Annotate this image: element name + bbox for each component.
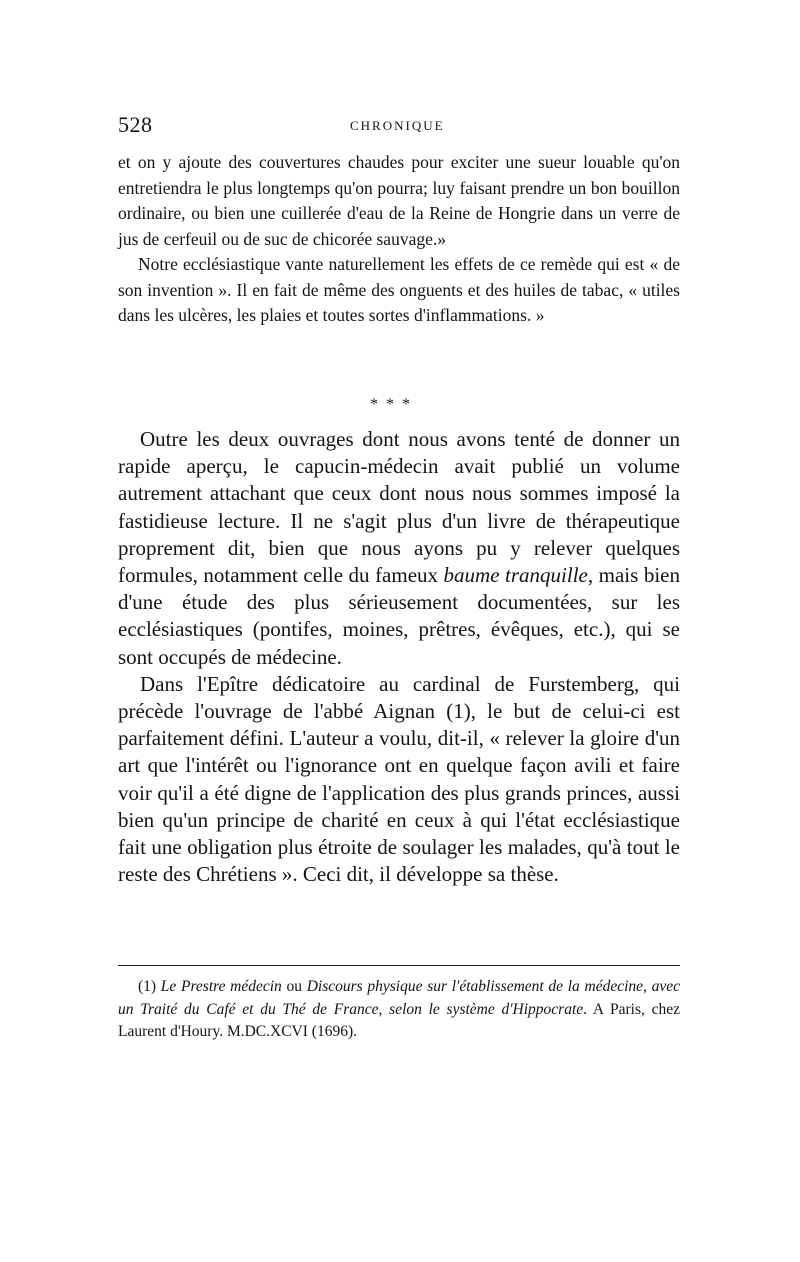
text-run: , mais bien d'une étude des plus sérieusement documentées, sur les ecclésiastiques (pontifes, moines, prêtres, évêques, etc.), qui se sont occupés de médecine. [118,563,680,669]
paragraph: Dans l'Epître dédicatoire au cardinal de Furstemberg, qui précède l'ouvrage de l'abbé Aignan (1), le but de celui-ci est parfaitement défini. L'auteur a voulu, dit-il, « relever la gloire d'un art que l'intérêt ou l'ignorance ont en quelque façon avili et faire voir qu'il a été digne de l'application des plus grands princes, aussi bien qu'un principe de charité en ceux à qui l'état ecclésiastique fait une obligation plus étroite de soulager les malades, qu'à tout le reste des Chrétiens ». Ceci dit, il développe sa thèse. [118,671,680,887]
running-head: CHRONIQUE [350,118,445,133]
footnote-title: Le Prestre médecin [160,978,282,995]
text-run: ou [281,978,307,995]
section-separator: * * * [370,396,412,413]
footnote [118,976,680,1044]
page-header [118,112,680,138]
text-run: Outre les deux ouvrages dont nous avons tenté de donner un rapide aperçu, le capucin-médecin avait publié un volume autrement attachant que ceux dont nous nous sommes imposé la fastidieuse lecture. Il ne s'agit plus d'un livre de thérapeutique proprement dit, bien que nous ayons pu y relever quelques formules, notamment celle du fameux [118,427,680,588]
paragraph [118,426,680,671]
paragraph: et on y ajoute des couvertures chaudes pour exciter une sueur louable qu'on entretiendra le plus longtemps qu'on pourra; luy faisant prendre un bon bouillon ordinaire, ou bien une cuillerée d'eau de la Reine de Hongrie dans un verre de jus de cerfeuil ou de suc de chicorée sauvage.» [118,152,680,249]
footnote-title: Discours physique sur l'établissement de la médecine, avec un Traité du Café et du Thé de France, selon le système d'Hippocrate [118,978,680,1018]
quoted-recipe-block [118,150,680,329]
footnote-divider [118,965,680,966]
text-run: . A Paris, chez Laurent d'Houry. M.DC.XCVI (1696). [118,1000,680,1040]
page-number: 528 [118,112,153,137]
paragraph: Notre ecclésiastique vante naturellement les effets de ce remède qui est « de son invention ». Il en fait de même des onguents et des huiles de tabac, « utiles dans les ulcères, les plaies et toutes sortes d'inflammations. » [118,254,680,325]
footnote-marker: (1) [138,978,161,995]
main-text-block [118,426,680,888]
footnote-text [118,976,680,1044]
italic-title: baume tranquille [443,563,588,588]
